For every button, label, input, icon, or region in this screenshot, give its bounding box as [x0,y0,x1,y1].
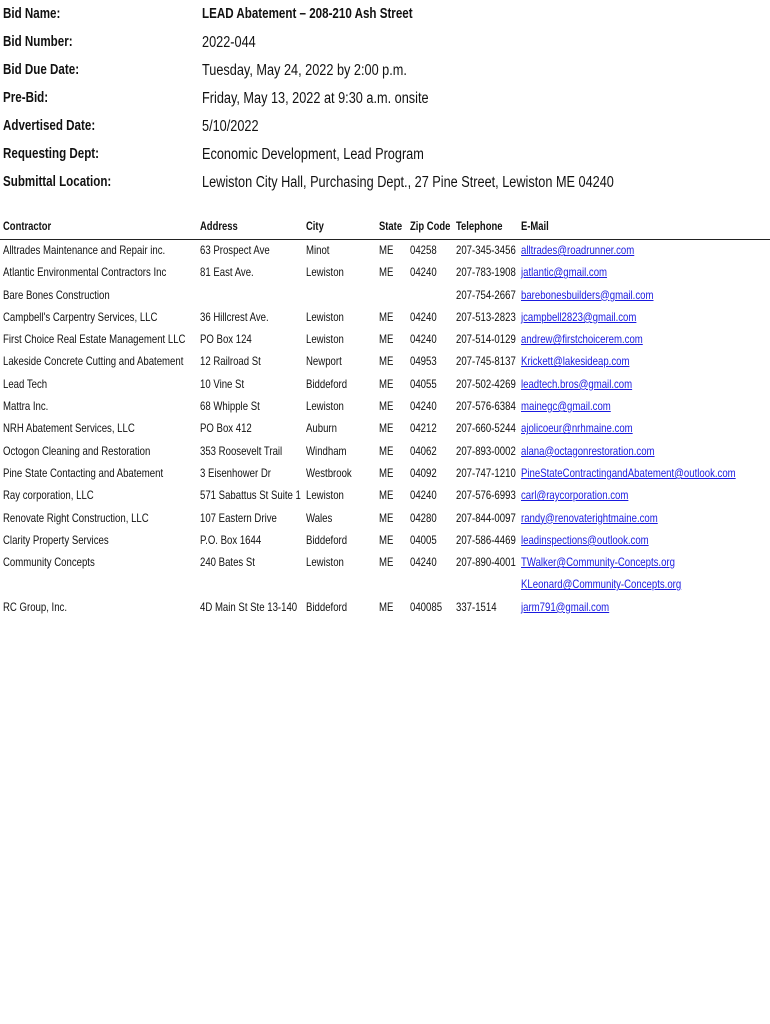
cell-city: Biddeford [306,532,348,547]
cell-contractor: Octogon Cleaning and Restoration [3,443,151,458]
table-row [0,552,770,574]
submittal-location-value: Lewiston City Hall, Purchasing Dept., 27 Pine Street, Lewiston ME 04240 [202,174,614,191]
email-link[interactable]: jatlantic@gmail.com [521,265,608,280]
email-link[interactable]: alana@octagonrestoration.com [521,443,655,458]
email-link[interactable]: randy@renovaterightmaine.com [521,510,658,525]
cell-zip: 04092 [410,465,437,480]
cell-state: ME [379,332,394,347]
cell-city: Biddeford [306,599,348,614]
email-link[interactable]: barebonesbuilders@gmail.com [521,287,654,302]
pre-bid-value: Friday, May 13, 2022 at 9:30 a.m. onsite [202,90,429,107]
cell-zip: 04240 [410,332,437,347]
pre-bid-label: Pre-Bid: [3,90,49,106]
cell-zip: 04280 [410,510,437,525]
cell-contractor: Campbell's Carpentry Services, LLC [3,309,158,324]
table-row [0,396,770,418]
header-address: Address [200,221,238,233]
bid-number-label: Bid Number: [3,34,73,50]
bid-name-label: Bid Name: [3,6,61,22]
table-row [0,351,770,373]
email-link[interactable]: Krickett@lakesideap.com [521,354,630,369]
cell-state: ME [379,309,394,324]
email-link[interactable]: mainegc@gmail.com [521,399,611,414]
cell-contractor: NRH Abatement Services, LLC [3,421,135,436]
email-link[interactable]: PineStateContractingandAbatement@outlook.com [521,465,736,480]
cell-zip: 04240 [410,309,437,324]
cell-phone: 207-576-6993 [456,488,516,503]
cell-state: ME [379,510,394,525]
table-row [0,463,770,485]
table-row [0,329,770,351]
bid-due-date-label: Bid Due Date: [3,62,80,78]
cell-phone: 207-502-4269 [456,376,516,391]
header-state: State [379,221,403,233]
table-row [0,530,770,552]
cell-address: 571 Sabattus St Suite 1 [200,488,301,503]
cell-zip: 04953 [410,354,437,369]
cell-state: ME [379,376,394,391]
table-row [0,418,770,440]
cell-city: Lewiston [306,488,344,503]
table-row [0,262,770,284]
cell-contractor: Atlantic Environmental Contractors Inc [3,265,167,280]
cell-address: 3 Eisenhower Dr [200,465,271,480]
email-link[interactable]: alltrades@roadrunner.com [521,243,635,257]
cell-address: 353 Roosevelt Trail [200,443,283,458]
email-link[interactable]: KLeonard@Community-Concepts.org [521,577,682,592]
cell-contractor: Community Concepts [3,555,95,570]
cell-city: Lewiston [306,309,344,324]
cell-contractor: RC Group, Inc. [3,599,68,614]
email-link[interactable]: leadtech.bros@gmail.com [521,376,633,391]
cell-city: Newport [306,354,342,369]
cell-zip: 04005 [410,532,437,547]
cell-phone: 207-745-8137 [456,354,516,369]
cell-phone: 207-576-6384 [456,399,516,414]
email-link[interactable]: ajolicoeur@nrhmaine.com [521,421,633,436]
cell-state: ME [379,599,394,614]
cell-state: ME [379,555,394,570]
cell-address: 36 Hillcrest Ave. [200,309,269,324]
cell-zip: 04258 [410,243,437,257]
table-row [0,374,770,396]
cell-contractor: Alltrades Maintenance and Repair inc. [3,243,166,257]
cell-phone: 207-660-5244 [456,421,516,436]
cell-phone: 207-345-3456 [456,243,516,257]
header-contractor: Contractor [3,221,52,233]
cell-address: P.O. Box 1644 [200,532,262,547]
header-zip: Zip Code [410,221,451,233]
table-row [0,574,770,596]
header-email: E-Mail [521,221,549,233]
cell-contractor: Pine State Contacting and Abatement [3,465,164,480]
table-body [0,240,770,619]
cell-state: ME [379,265,394,280]
cell-address: 107 Eastern Drive [200,510,277,525]
cell-contractor: First Choice Real Estate Management LLC [3,332,186,347]
table-row [0,307,770,329]
cell-address: PO Box 412 [200,421,252,436]
table-row [0,441,770,463]
cell-contractor: Clarity Property Services [3,532,109,547]
cell-address: 68 Whipple St [200,399,260,414]
cell-state: ME [379,421,394,436]
table-row [0,508,770,530]
advertised-date-value: 5/10/2022 [202,118,259,135]
cell-city: Lewiston [306,555,344,570]
cell-phone: 337-1514 [456,599,497,614]
cell-phone: 207-754-2667 [456,287,516,302]
cell-phone: 207-513-2823 [456,309,516,324]
cell-address: 63 Prospect Ave [200,243,270,257]
cell-phone: 207-844-0097 [456,510,516,525]
cell-phone: 207-890-4001 [456,555,516,570]
cell-phone: 207-586-4469 [456,532,516,547]
cell-city: Wales [306,510,333,525]
bid-number-value: 2022-044 [202,34,256,51]
cell-contractor: Lakeside Concrete Cutting and Abatement [3,354,184,369]
requesting-dept-label: Requesting Dept: [3,146,100,162]
cell-contractor: Ray corporation, LLC [3,488,94,503]
cell-city: Lewiston [306,332,344,347]
table-row [0,485,770,507]
cell-contractor: Bare Bones Construction [3,287,110,302]
cell-state: ME [379,532,394,547]
cell-state: ME [379,443,394,458]
cell-state: ME [379,243,394,257]
cell-address: 81 East Ave. [200,265,254,280]
cell-phone: 207-783-1908 [456,265,516,280]
cell-contractor: Mattra Inc. [3,399,49,414]
cell-zip: 04240 [410,399,437,414]
email-link[interactable]: jcampbell2823@gmail.com [521,309,637,324]
email-link[interactable]: leadinspections@outlook.com [521,532,649,547]
header-phone: Telephone [456,221,503,233]
cell-address: 240 Bates St [200,555,255,570]
cell-city: Biddeford [306,376,348,391]
cell-state: ME [379,354,394,369]
cell-state: ME [379,399,394,414]
cell-zip: 04062 [410,443,437,458]
table-row [0,285,770,307]
cell-address: 10 Vine St [200,376,245,391]
table-header [0,219,770,240]
cell-address: 4D Main St Ste 13-140 [200,599,298,614]
cell-state: ME [379,488,394,503]
cell-phone: 207-893-0002 [456,443,516,458]
cell-phone: 207-747-1210 [456,465,516,480]
contractor-table [0,219,770,619]
cell-city: Lewiston [306,265,344,280]
cell-phone: 207-514-0129 [456,332,516,347]
email-link[interactable]: andrew@firstchoicerem.com [521,332,643,347]
cell-zip: 040085 [410,599,443,614]
bid-due-date-value: Tuesday, May 24, 2022 by 2:00 p.m. [202,62,407,79]
cell-zip: 04212 [410,421,437,436]
cell-city: Auburn [306,421,337,436]
table-row [0,597,770,619]
cell-city: Windham [306,443,347,458]
submittal-location-label: Submittal Location: [3,174,112,190]
advertised-date-label: Advertised Date: [3,118,96,134]
bid-name-value: LEAD Abatement – 208-210 Ash Street [202,6,413,22]
cell-city: Minot [306,243,330,257]
email-link[interactable]: TWalker@Community-Concepts.org [521,555,675,570]
cell-city: Westbrook [306,465,352,480]
cell-address: PO Box 124 [200,332,252,347]
header-city: City [306,221,324,233]
table-row [0,240,770,262]
email-link[interactable]: jarm791@gmail.com [521,599,610,614]
cell-zip: 04055 [410,376,437,391]
cell-zip: 04240 [410,488,437,503]
cell-contractor: Renovate Right Construction, LLC [3,510,149,525]
cell-city: Lewiston [306,399,344,414]
cell-zip: 04240 [410,555,437,570]
cell-contractor: Lead Tech [3,376,48,391]
cell-address: 12 Railroad St [200,354,261,369]
email-link[interactable]: carl@raycorporation.com [521,488,629,503]
requesting-dept-value: Economic Development, Lead Program [202,146,424,163]
cell-state: ME [379,465,394,480]
cell-zip: 04240 [410,265,437,280]
